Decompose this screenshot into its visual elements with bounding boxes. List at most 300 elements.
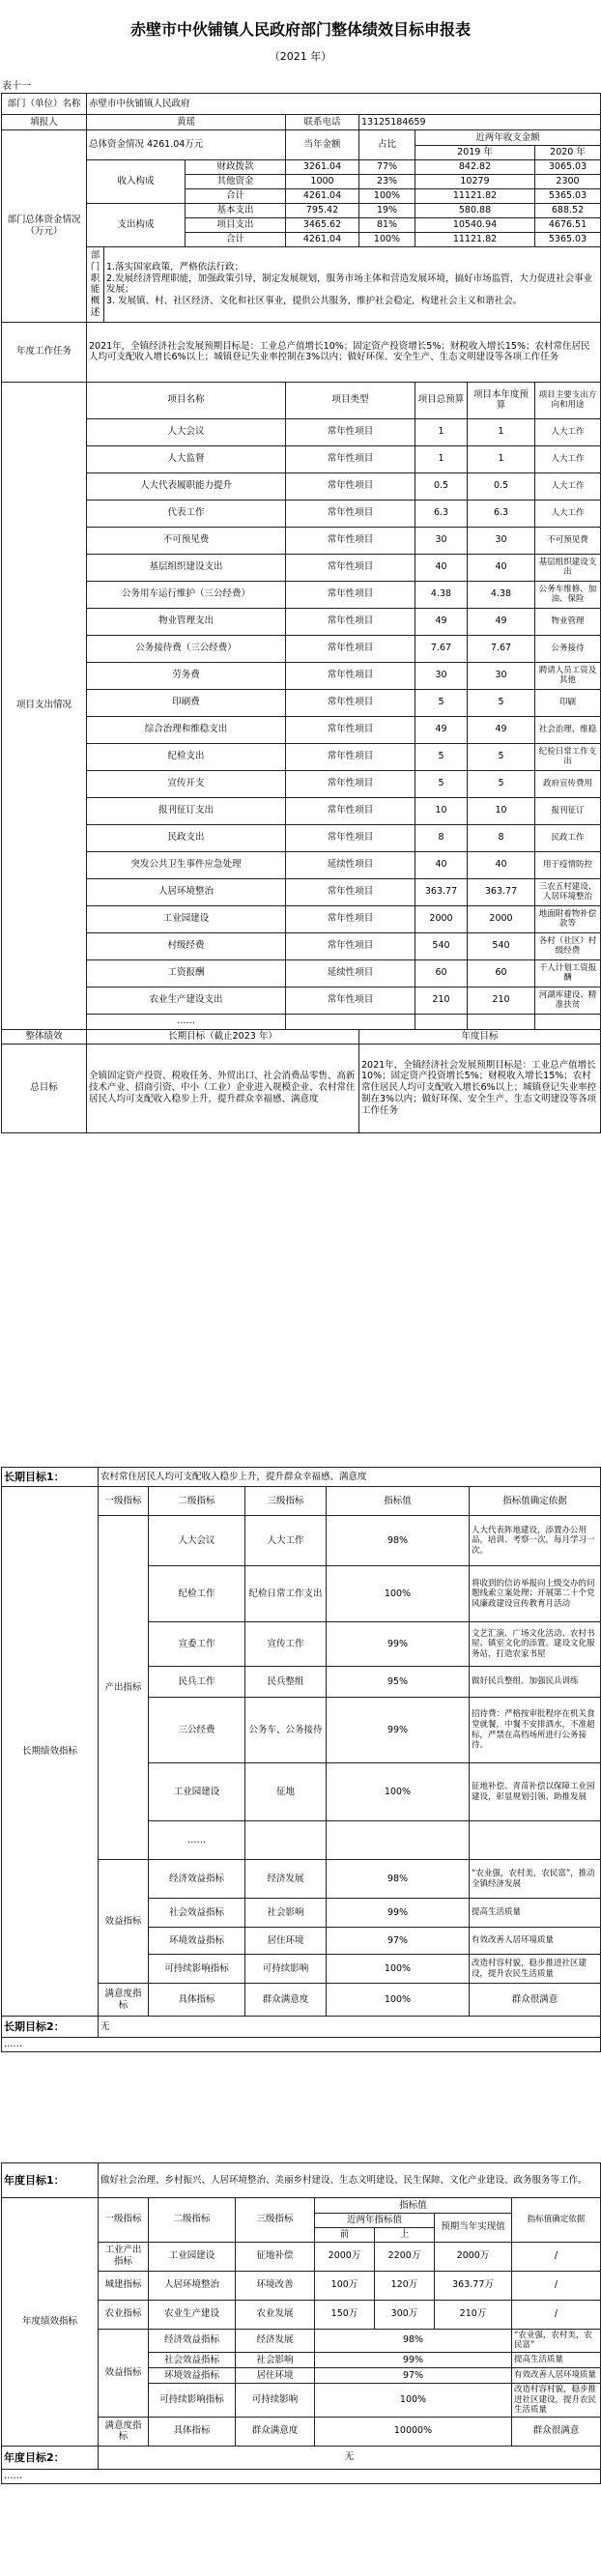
l3-cell: 纪检日常工作支出 [245,1566,327,1622]
overall-header-row [2,1029,601,1044]
l2-cell: 人大会议 [149,1516,245,1566]
project-total [415,1014,468,1029]
fund-2019: 10540.94 [415,217,535,232]
annual-goal1-text: 做好社会治理、乡村振兴、人居环境整治、美丽乡村建设、生态文明建设、民生保障、文化产业建设、政务服务等工作。 [99,2163,601,2198]
project-name: 物业管理支出 [87,608,286,635]
fund-amount: 1000 [286,174,359,188]
l2-cell: 具体指标 [149,2417,236,2446]
project-type [286,1014,415,1029]
project-type: 常年性项目 [286,797,415,824]
project-total: 40 [415,851,468,878]
projects-header-row [2,382,601,418]
basis-cell: 将收到的信访举报向上级交办的问题线索立案处理；开展第二十个党风廉政建设宣传教育月活动 [470,1566,601,1622]
long-term-label: 长期目标（截止2023 年） [87,1029,359,1044]
project-use: 人大工作 [535,500,601,527]
fund-amount: 3465.62 [286,217,359,232]
l3-cell [245,1821,327,1860]
l3-cell: 农业发展 [236,2300,315,2329]
project-use: 人大工作 [535,472,601,500]
project-year: 30 [468,662,535,689]
l2-cell: 环境效益指标 [149,1928,245,1955]
project-type: 常年性项目 [286,418,415,445]
value-cell: 100% [327,1566,470,1622]
project-type: 延续性项目 [286,851,415,878]
project-row [2,743,601,770]
annual-goal2-label: 年度目标2： [2,2446,99,2469]
fund-item-name: 项目支出 [186,217,286,232]
fund-amount: 3261.04 [286,159,359,174]
basis-cell: 征地补偿、青苗补偿以保障工业园建设，彰显规划引领、助推发展 [470,1763,601,1821]
col-year-budget: 项目本年度预算 [468,382,535,418]
filler-row [2,115,601,130]
project-use: 政府宣传费用 [535,770,601,797]
project-row [2,959,601,987]
col-l2: 二级指标 [149,1487,245,1516]
expense-label: 支出构成 [87,203,186,246]
project-row [2,1014,601,1029]
l1-cell: 工业产出指标 [99,2242,149,2271]
project-total: 0.5 [415,472,468,500]
project-name: 纪检支出 [87,743,286,770]
long-goal2-text: 无 [99,2017,601,2038]
project-total: 5 [415,770,468,797]
l3-cell: 征地补偿 [236,2242,315,2271]
l3-cell: 人大工作 [245,1516,327,1566]
annual-header-row-1 [2,2198,601,2214]
project-type: 延续性项目 [286,959,415,987]
project-use: 物业管理 [535,608,601,635]
value-cell: 98% [315,2329,512,2352]
l2-cell: 宣委工作 [149,1622,245,1667]
project-use: 用于疫情防控 [535,851,601,878]
project-year: 4.38 [468,581,535,608]
project-name: 综合治理和维稳支出 [87,716,286,743]
project-name: 人大监督 [87,445,286,472]
fund-2019: 11121.82 [415,188,535,203]
overall-goal-row [2,1044,601,1132]
project-total: 60 [415,959,468,987]
basis-cell: 做好民兵整组、加强民兵训练 [470,1667,601,1698]
value-cell: 100% [315,2384,512,2418]
l1-cell: 农业指标 [99,2300,149,2329]
l2-cell: 农业生产建设 [149,2300,236,2329]
dept-row [2,94,601,115]
project-use: 干人计划工资报酬 [535,959,601,987]
project-type: 常年性项目 [286,743,415,770]
l3-cell: 社会影响 [245,1899,327,1928]
project-use: 不可预见费 [535,527,601,554]
project-type: 常年性项目 [286,878,415,905]
fund-ratio: 77% [359,159,415,174]
col-basis: 指标值确定依据 [470,1487,601,1516]
project-total: 10 [415,797,468,824]
project-total: 30 [415,527,468,554]
fund-2020: 4676.51 [535,217,601,232]
project-row [2,932,601,959]
project-year: 49 [468,608,535,635]
basis-cell: 群众很满意 [470,1984,601,2017]
funds-header-row [2,130,601,146]
project-row [2,689,601,716]
project-use: 印刷 [535,689,601,716]
l3-cell: 群众满意度 [245,1984,327,2017]
l3-cell: 民兵整组 [245,1667,327,1698]
project-year: 5 [468,743,535,770]
project-year: 210 [468,987,535,1014]
long-term-text: 全镇固定资产投资、税收任务、外贸出口、社会消费品零售、高新技术产业、招商引资、中小（工业）企业进入规模企业、农村常住居民人均可支配收入稳步上升，提升群众幸福感、满意度 [87,1044,359,1132]
main-table [1,93,601,1133]
long-perf-label: 长期绩效指标 [2,1487,99,2017]
annual-text: 2021年，全镇经济社会发展预期目标是：工业总产值增长10%；固定资产投资增长5%；财税收入增长15%；农村常住居民人均可支配收入增长6%以上；城镇登记失业率控制在3%以内；做好环保、安全生产、生态文明建设等各项工作任务 [359,1044,601,1132]
l3-cell: 征地 [245,1763,327,1821]
fund-ratio: 81% [359,217,415,232]
project-name: 基层组织建设支出 [87,554,286,581]
col-l3: 三级指标 [236,2198,315,2243]
l3-cell: 可持续影响 [236,2384,315,2418]
ratio-label: 占比 [359,130,415,160]
basis-cell: 改造村容村貌，稳步推进社区建设，提升农民生活质量 [470,1955,601,1984]
project-row [2,987,601,1014]
filler-value: 黄瑶 [87,115,286,130]
project-total: 49 [415,608,468,635]
project-use: 聘请人员工资及其他 [535,662,601,689]
satisfaction-indicator-label: 满意度指标 [99,2417,149,2446]
project-year: 363.77 [468,878,535,905]
project-year: 6.3 [468,500,535,527]
fund-item-name: 合计 [186,188,286,203]
project-use: 人大工作 [535,418,601,445]
basis-cell [470,1821,601,1860]
fund-ratio: 19% [359,203,415,217]
col-value: 指标值 [315,2198,512,2214]
project-total: 363.77 [415,878,468,905]
fund-2019: 842.82 [415,159,535,174]
project-type: 常年性项目 [286,608,415,635]
basis-cell: 改造村容村貌，稳步推进社区建设，提升农民生活质量 [512,2384,601,2418]
project-name: 人大代表履职能力提升 [87,472,286,500]
long-goal1-label: 长期目标1： [2,1468,99,1487]
project-total: 5 [415,689,468,716]
year-subtitle: （2021 年） [269,50,332,63]
year-2020: 2020 年 [535,146,601,160]
value-cell: 100% [327,1955,470,1984]
project-type: 常年性项目 [286,824,415,851]
expected-cell: 210万 [435,2300,512,2329]
project-row [2,770,601,797]
project-year: 30 [468,527,535,554]
phone-label: 联系电话 [286,115,359,130]
l3-cell: 群众满意度 [236,2417,315,2446]
project-year [468,1014,535,1029]
last-cell: 300万 [375,2300,435,2329]
project-total: 4.38 [415,581,468,608]
filler-label: 填报人 [2,115,87,130]
satisfaction-indicator-label: 满意度指标 [99,1984,149,2017]
project-name: 工资报酬 [87,959,286,987]
project-year: 5 [468,689,535,716]
col-use: 项目主要支出方向和用途 [535,382,601,418]
value-cell: 100% [327,1984,470,2017]
project-type: 常年性项目 [286,905,415,932]
l3-cell: 经济发展 [245,1860,327,1899]
annual-perf-label: 年度绩效指标 [2,2198,99,2447]
project-use: 河湖库建设、精准扶贫 [535,987,601,1014]
col-project-type: 项目类型 [286,382,415,418]
project-row [2,662,601,689]
l3-cell: 环境改善 [236,2271,315,2300]
project-name: 村级经费 [87,932,286,959]
project-year: 40 [468,851,535,878]
l2-cell: 三公经费 [149,1698,245,1763]
dept-name-value: 赤壁市中伙铺镇人民政府 [87,94,601,115]
duties-text: 1.落实国家政策，严格依法行政； 2.发展经济管理职能，加强政策引导，制定发展规划，服务市场主体和营造发展环境，搞好市场监管，大力促进社会事业发展； 3. 发展镇、村、社区经济、文化和社区事业，提供公共服务，维护社会稳定，构建社会主义和谐社会。 [104,246,601,322]
basis-cell: 群众很满意 [512,2417,601,2446]
col-value: 指标值 [327,1487,470,1516]
l3-cell: 公务车、公务接待 [245,1698,327,1763]
annual-goal2-text: 无 [99,2446,601,2469]
value-cell: 99% [327,1899,470,1928]
l3-cell: 居住环境 [236,2368,315,2384]
project-type: 常年性项目 [286,770,415,797]
project-use: 民政工作 [535,824,601,851]
table-number: 表十一 [2,81,31,92]
project-row [2,445,601,472]
col-recent: 近两年指标值 [315,2214,435,2228]
l3-cell: 社会影响 [236,2353,315,2368]
year-2019: 2019 年 [415,146,535,160]
page-title: 赤壁市中伙铺镇人民政府部门整体绩效目标申报表 [129,20,471,39]
fund-item-name: 财政拨款 [186,159,286,174]
project-type: 常年性项目 [286,500,415,527]
basis-cell: 提高生活质量 [470,1899,601,1928]
prev-cell: 100万 [315,2271,375,2300]
project-year: 1 [468,445,535,472]
last-cell: 120万 [375,2271,435,2300]
project-name: 公务接待费（三公经费） [87,635,286,662]
fund-2019: 11121.82 [415,232,535,246]
phone-value: 13125184659 [359,115,601,130]
l2-cell: …… [149,1821,245,1860]
l2-cell: 社会效益指标 [149,1899,245,1928]
project-row [2,500,601,527]
fund-2019: 10279 [415,174,535,188]
project-type: 常年性项目 [286,635,415,662]
l2-cell: 人居环境整治 [149,2271,236,2300]
recent-label: 近两年收支金额 [415,130,601,146]
project-use: 社会治理、维稳 [535,716,601,743]
project-year: 49 [468,716,535,743]
long-goal1-text: 农村常住居民人均可支配收入稳步上升，提升群众幸福感、满意度 [99,1468,601,1487]
basis-cell: / [512,2300,601,2329]
basis-cell: “农业强，农村美，农民富” [512,2329,601,2352]
funds-section-label: 部门总体资金情况（万元） [2,130,87,323]
basis-cell: 有效改善人居环境质量 [512,2368,601,2384]
fund-ratio: 23% [359,174,415,188]
project-name: 民政支出 [87,824,286,851]
project-use: 三农五村建设、人居环境整治 [535,878,601,905]
project-name: …… [87,1014,286,1029]
long-goal1-row [2,1468,601,1487]
fund-item-name: 基本支出 [186,203,286,217]
fund-row [2,159,601,174]
l2-cell: 工业园建设 [149,2242,236,2271]
basis-cell: 提高生活质量 [512,2353,601,2368]
annual-label: 年度目标 [359,1029,601,1044]
project-row [2,797,601,824]
project-year: 5 [468,770,535,797]
project-year: 40 [468,554,535,581]
value-cell: 10000% [315,2417,512,2446]
ellipsis-row: …… [2,2469,601,2483]
expected-cell: 2000万 [435,2242,512,2271]
cur-amount-label: 当年金额 [286,130,359,160]
last-cell: 2200万 [375,2242,435,2271]
project-row [2,418,601,445]
fund-row [2,203,601,217]
col-l3: 三级指标 [245,1487,327,1516]
project-use: 各村（社区）村级经费 [535,932,601,959]
basis-cell: 文艺汇演、广场文化活动、农村书屋、镇室文化的添置。建设文化服务站，打造农家书屋 [470,1622,601,1667]
long-goal-table [1,1467,601,2052]
project-row [2,824,601,851]
prev-cell: 2000万 [315,2242,375,2271]
overall-perf-label: 整体绩效 [2,1029,87,1044]
project-type: 常年性项目 [286,581,415,608]
annual-goal-table [1,2162,601,2484]
col-project-name: 项目名称 [87,382,286,418]
tasks-label: 年度工作任务 [2,322,87,382]
funds-total-label: 总体资金情况 4261.04万元 [87,130,286,160]
project-use [535,1014,601,1029]
l2-cell: 纪检工作 [149,1566,245,1622]
project-total: 1 [415,418,468,445]
dept-name-label: 部门（单位）名称 [2,94,87,115]
fund-item-name: 合计 [186,232,286,246]
value-cell: 95% [327,1667,470,1698]
project-type: 常年性项目 [286,932,415,959]
project-name: 不可预见费 [87,527,286,554]
project-year: 2000 [468,905,535,932]
project-total: 540 [415,932,468,959]
project-total: 6.3 [415,500,468,527]
project-type: 常年性项目 [286,527,415,554]
project-total: 1 [415,445,468,472]
project-type: 常年性项目 [286,662,415,689]
col-l2: 二级指标 [149,2198,236,2243]
col-l1: 一级指标 [99,1487,149,1516]
project-total: 5 [415,743,468,770]
ellipsis-row: …… [2,2038,601,2052]
expected-cell: 363.77万 [435,2271,512,2300]
ellipsis-row-2 [2,2469,601,2483]
project-row [2,527,601,554]
fund-amount: 795.42 [286,203,359,217]
project-total: 40 [415,554,468,581]
project-use: 公务接待 [535,635,601,662]
project-use: 报刊征订 [535,797,601,824]
project-row [2,851,601,878]
project-type: 常年性项目 [286,472,415,500]
l3-cell: 可持续影响 [245,1955,327,1984]
basis-cell: 招待费：严格按审批程序在机关食堂就餐，中餐不安排酒水，不准超标，严禁在高档场所进行公务接待。 [470,1698,601,1763]
project-use: 地面附着物补偿款等 [535,905,601,932]
project-year: 7.67 [468,635,535,662]
project-type: 常年性项目 [286,554,415,581]
project-row [2,878,601,905]
project-row [2,635,601,662]
l2-cell: 可持续影响指标 [149,1955,245,1984]
long-header-row [2,1487,601,1516]
project-row [2,554,601,581]
l2-cell: 社会效益指标 [149,2353,236,2368]
project-name: 突发公共卫生事件应急处理 [87,851,286,878]
project-row [2,608,601,635]
long-goal2-label: 长期目标2： [2,2017,99,2038]
fund-amount: 4261.04 [286,232,359,246]
basis-cell: / [512,2242,601,2271]
fund-2020: 688.52 [535,203,601,217]
l3-cell: 宣传工作 [245,1622,327,1667]
project-type: 常年性项目 [286,689,415,716]
project-year: 10 [468,797,535,824]
project-name: 农业生产建设支出 [87,987,286,1014]
project-total: 210 [415,987,468,1014]
project-year: 1 [468,418,535,445]
project-total: 30 [415,662,468,689]
project-use: 纪检日常工作支出 [535,743,601,770]
annual-goal2-row [2,2446,601,2469]
annual-goal1-row [2,2163,601,2198]
col-basis: 指标值确定依据 [512,2198,601,2243]
project-name: 印刷费 [87,689,286,716]
basis-cell: 有效改善人居环境质量 [470,1928,601,1955]
l2-cell: 经济效益指标 [149,1860,245,1899]
annual-goal1-label: 年度目标1： [2,2163,99,2198]
col-prev: 前 [315,2227,375,2242]
value-cell [327,1821,470,1860]
col-total-budget: 项目总预算 [415,382,468,418]
project-row [2,716,601,743]
benefit-indicator-label: 效益指标 [99,1860,149,1984]
col-last: 上 [375,2227,435,2242]
benefit-indicator-label: 效益指标 [99,2329,149,2417]
project-name: 人居环境整治 [87,878,286,905]
col-expected: 预期当年实现值 [435,2214,512,2243]
col-l1: 一级指标 [99,2198,149,2243]
l2-cell: 可持续影响指标 [149,2384,236,2418]
long-goal2-row [2,2017,601,2038]
project-use: 人大工作 [535,445,601,472]
value-cell: 100% [327,1763,470,1821]
projects-label: 项目支出情况 [2,382,87,1029]
fund-ratio: 100% [359,188,415,203]
l2-cell: 工业园建设 [149,1763,245,1821]
project-year: 8 [468,824,535,851]
fund-2020: 5365.03 [535,232,601,246]
l1-cell: 城建指标 [99,2271,149,2300]
basis-cell: 人大代表阵地建设，添置办公用品，培训、考察一次，每月学习一次。 [470,1516,601,1566]
project-name: 人大会议 [87,418,286,445]
project-row [2,472,601,500]
project-name: 代表工作 [87,500,286,527]
l2-cell: 经济效益指标 [149,2329,236,2352]
fund-ratio: 100% [359,232,415,246]
project-total: 49 [415,716,468,743]
project-type: 常年性项目 [286,445,415,472]
project-year: 60 [468,959,535,987]
duties-label: 部门职能概述 [87,246,104,322]
fund-2020: 3065.03 [535,159,601,174]
